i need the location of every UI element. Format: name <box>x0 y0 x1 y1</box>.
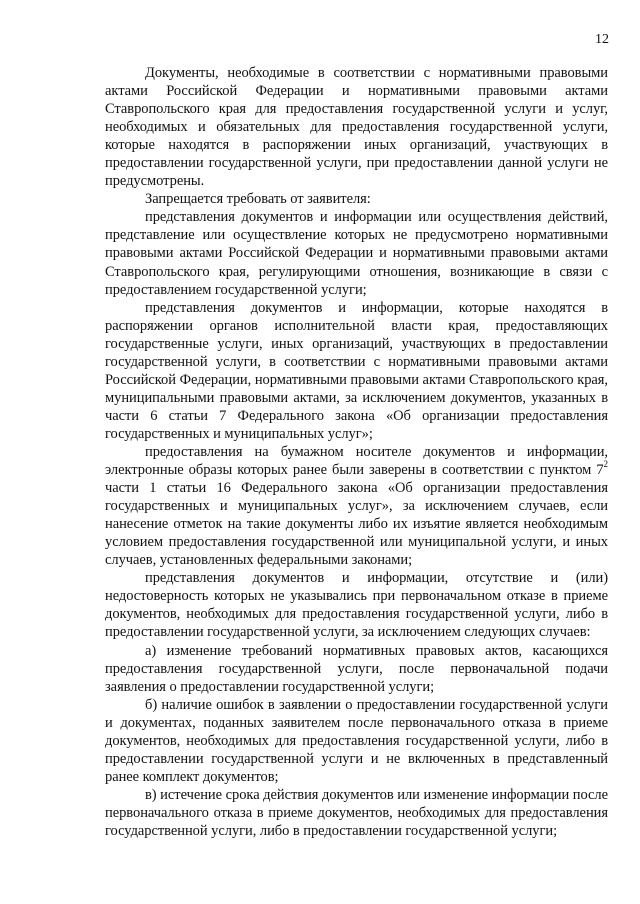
paragraph-prohibition-actions: представления документов и информации или осуществления действий, представление или осуществление которых не предусмотрено нормативными правовыми актами Российской Федерации и нормативными правовыми актами Ставропольского края, регулирующими отношения, возникающие в связи с предоставлением государственной услуги; <box>105 209 608 298</box>
superscript: 2 <box>603 459 608 470</box>
paragraph-prohibition-missing-documents: представления документов и информации, отсутствие и (или) недостоверность которых не указывались при первоначальном отказе в приеме документов, необходимых для предоставления государственной услуги, либо в предоставлении государственной услуги, за исключением следующих случаев: <box>105 570 608 641</box>
list-item-c: в) истечение срока действия документов или изменение информации после первоначального отказа в приеме документов, необходимых для предоставления государственной услуги, либо в предоставлении государственной услуги; <box>105 786 608 839</box>
list-item-a: а) изменение требований нормативных правовых актов, касающихся предоставления государственной услуги, после первоначальной подачи заявления о предоставлении государственной услуги; <box>105 642 608 695</box>
paragraph-part: части 1 статьи 16 Федерального закона «Об организации предоставления государственных и муниципальных услуг», за исключением случаев, если нанесение отметок на такие документы либо их изъятие является необходимым условием предоставления государственной или муниципальной услуги, и иных случаев, установленных федеральными законами; <box>105 480 608 569</box>
paragraph-prohibition-intro: Запрещается требовать от заявителя: <box>145 191 371 208</box>
paragraph-part: предоставления на бумажном носителе документов и информации, электронные образы которых ранее были заверены в соответствии с пунктом 7 <box>105 443 608 479</box>
page-number: 12 <box>595 32 609 47</box>
paragraph-prohibition-documents: представления документов и информации, которые находятся в распоряжении органов исполнительной власти края, предоставляющих государственные услуги, иных организаций, участвующих в предоставлении государственной услуги, в соответствии с нормативными правовыми актами Российской Федерации, нормативными правовыми актами Ставропольского края, муниципальными правовыми актами, за исключением документов, указанных в части 6 статьи 7 Федерального закона «Об организации предоставления государственных и муниципальных услуг»; <box>105 299 608 442</box>
paragraph-documents-not-required: Документы, необходимые в соответствии с нормативными правовыми актами Российской Федерации и нормативными правовыми актами Ставропольского края для предоставления государственной услуги и услуг, необходимых и обязательных для предоставления государственной услуги, которые находятся в распоряжении иных организаций, участвующих в предоставлении государственной услуги, при предоставлении данной услуги не предусмотрены. <box>105 65 608 190</box>
list-item-b: б) наличие ошибок в заявлении о предоставлении государственной услуги и документах, поданных заявителем после первоначального отказа в приеме документов, необходимых для предоставления государственной услуги, либо в предоставлении государственной услуги и не включенных в представленный ранее комплект документов; <box>105 696 608 785</box>
paragraph-prohibition-paper-documents <box>105 443 608 569</box>
document-body <box>105 64 608 840</box>
